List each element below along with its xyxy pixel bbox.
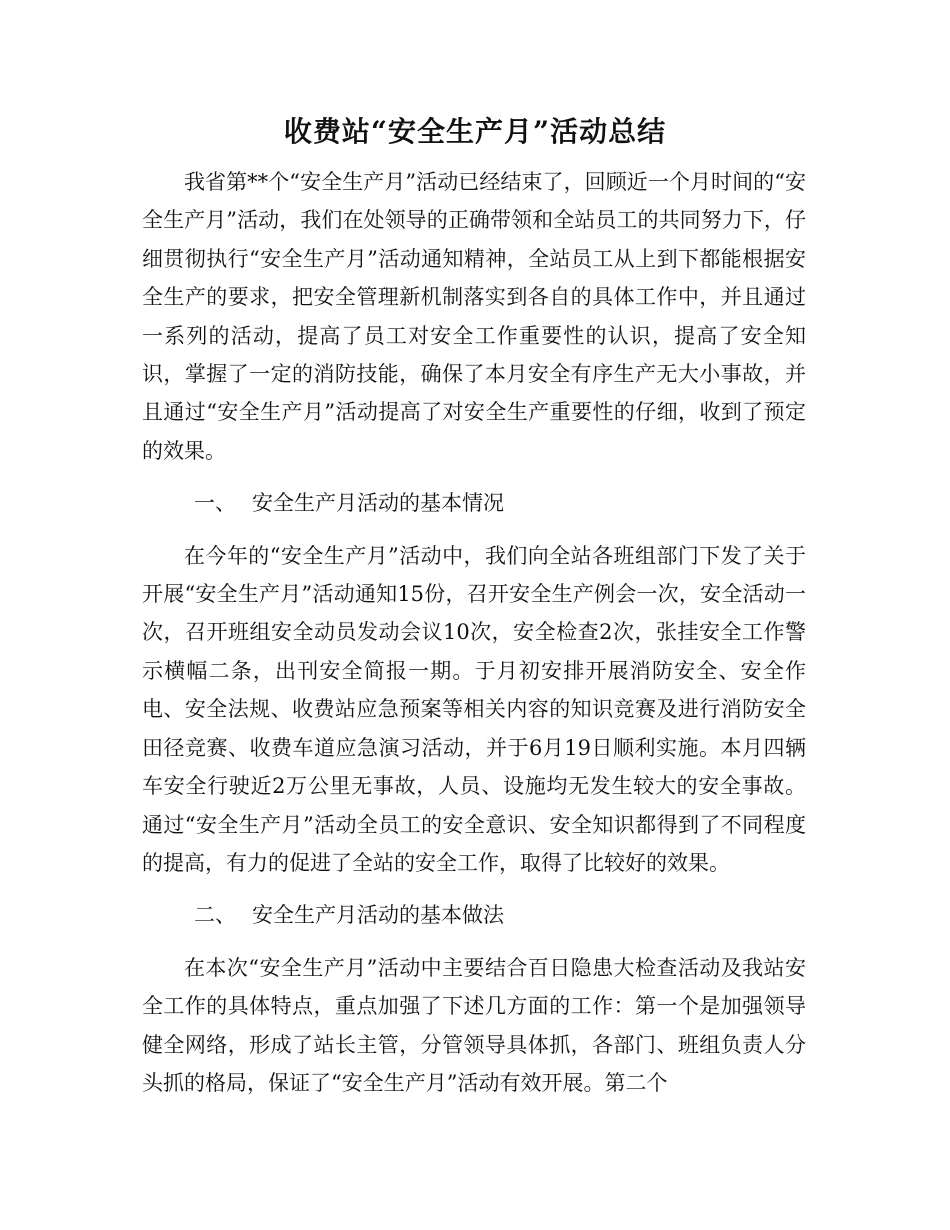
- section-2-number: 二、: [194, 903, 236, 928]
- section-2-heading-text: 安全生产月活动的基本做法: [252, 903, 504, 928]
- section-2-heading: [142, 896, 806, 934]
- intro-paragraph: 我省第**个“安全生产月”活动已经结束了，回顾近一个月时间的“安全生产月”活动，我们在处领导的正确带领和全站员工的共同努力下，仔细贯彻执行“安全生产月”活动通知精神，全站员工从上到下都能根据安全生产的要求，把安全管理新机制落实到各自的具体工作中，并且通过一系列的活动，提高了员工对安全工作重要性的认识，提高了安全知识，掌握了一定的消防技能，确保了本月安全有序生产无大小事故，并且通过“安全生产月”活动提高了对安全生产重要性的仔细，收到了预定的效果。: [142, 170, 806, 463]
- section-1-number: 一、: [194, 491, 236, 516]
- document-title: 收费站“安全生产月”活动总结: [283, 115, 667, 148]
- section-1-heading-text: 安全生产月活动的基本情况: [252, 491, 504, 516]
- paragraph-gap: [142, 882, 806, 896]
- paragraph-gap: [142, 470, 806, 484]
- section-1-paragraph: 在今年的“安全生产月”活动中，我们向全站各班组部门下发了关于开展“安全生产月”活动通知15份，召开安全生产例会一次，安全活动一次，召开班组安全动员发动会议10次，安全检查2次，张挂安全工作警示横幅二条，出刊安全简报一期。于月初安排开展消防安全、安全作电、安全法规、收费站应急预案等相关内容的知识竞赛及进行消防安全田径竞赛、收费车道应急演习活动，并于6月19日顺利实施。本月四辆车安全行驶近2万公里无事故，人员、设施均无发生较大的安全事故。通过“安全生产月”活动全员工的安全意识、安全知识都得到了不同程度的提高，有力的促进了全站的安全工作，取得了比较好的效果。: [142, 543, 806, 875]
- document-body: [142, 163, 806, 1102]
- paragraph-gap: [142, 523, 806, 537]
- section-2-paragraph: 在本次“安全生产月”活动中主要结合百日隐患大检查活动及我站安全工作的具体特点，重点加强了下述几方面的工作：第一个是加强领导健全网络，形成了站长主管，分管领导具体抓，各部门、班组负责人分头抓的格局，保证了“安全生产月”活动有效开展。第二个: [142, 955, 806, 1095]
- section-1-heading: [142, 484, 806, 522]
- paragraph-gap: [142, 935, 806, 949]
